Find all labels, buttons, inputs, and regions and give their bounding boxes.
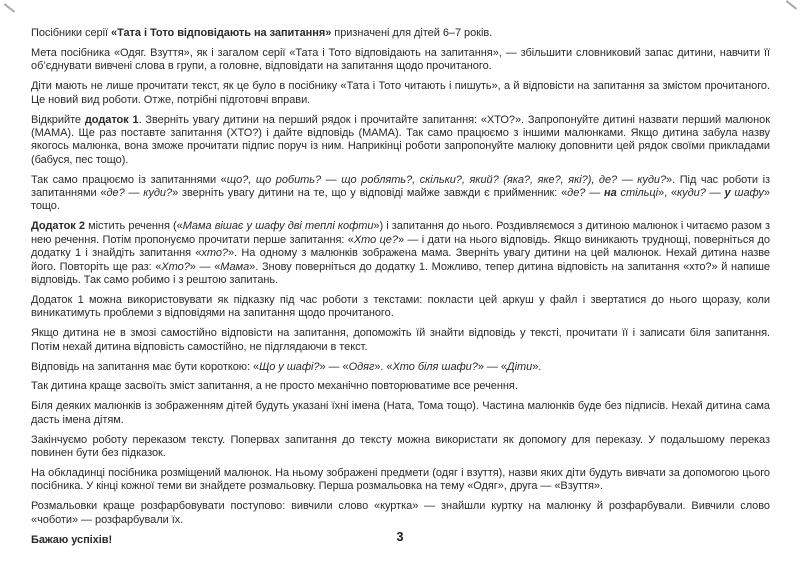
text-run: », « [658,187,678,200]
text-run: Біля деяких малюнків із зображенням дітей будуть указані їхні імена (Ната, Тома тощо). Частина малюнків буде без підписів. Нехай дитина сама дасть імена дітям. [31,400,770,426]
text-run: призначені для дітей 6–7 років. [331,27,493,39]
text-run: Так само працюємо із запитаннями « [31,173,227,186]
text-run: Мама [220,260,250,273]
text-run: На обкладинці посібника розміщений малюнок. На ньому зображені предмети (одяг і взуття), назви яких діти будуть вивчати за допомогою цього посібника. У кінці кожної теми ви знайдете розмальовку. Перша розмальовка на тему «Одяг», друга — «Взуття». [31,466,770,493]
text-run: » тощо. [31,187,770,213]
paragraph [31,467,770,494]
paragraph [31,27,770,40]
text-run: Діти мають не лише прочитати текст, як це було в посібнику «Тата і Тото читають і пишуть», а й відповісти на запитання за змістом прочитаного. Це новий вид роботи. Отже, потрібні підготовчі вправи. [31,80,770,106]
text-run: шафу [730,187,764,200]
paragraph [31,220,770,287]
text-run: куди? — [677,187,725,200]
text-run: » — і дати на нього відповідь. Якщо виникають труднощі, поверніться до додатку 1 і знайдіть запитання « [31,233,770,260]
text-run: » — « [189,260,221,273]
text-run: Діти [506,360,533,373]
paragraph [31,500,770,527]
text-run: де? — куди? [106,187,173,200]
paragraph [31,114,770,168]
text-run: ». « [374,360,393,373]
page-number: 3 [396,530,404,544]
paragraph [31,80,770,107]
text-run: ») і запитання до нього. Роздивляємося з дитиною малюнок і читаємо разом з нею речення. Потім пропонуємо прочитати перше запитання: « [31,220,770,246]
text-run: Хто біля шафи? [392,360,478,373]
text-run: » зверніть увагу дитини на те, що у відповіді майже завжди є прийменник: « [172,187,568,200]
text-run: ». Під час роботи із запитаннями « [31,173,770,200]
text-run: Відкрийте [31,113,85,126]
paragraph [31,400,770,427]
paragraph [31,361,770,374]
paragraph [31,174,770,214]
text-run: ». На одному з малюнків зображена мама. Зверніть увагу дитини на цей малюнок. Нехай дитина назве його. Повторіть ще раз: « [31,247,770,273]
text-run: Так дитина краще засвоїть зміст запитання, а не просто механічно повторюватиме все речення. [31,380,518,393]
text-run: на [604,187,617,200]
text-run: Додаток 1 можна використовувати як підказку під час роботи з текстами: покласти цей аркуш у файл і звертатися до нього щоразу, коли виникатимуть проблеми з відповідями на запитання щодо прочитаного. [31,293,770,320]
paragraph [31,434,770,461]
paragraph [31,294,770,321]
text-run: Посібники серії [31,27,111,39]
text-run: Відповідь на запитання має бути короткою: « [31,360,260,373]
paragraph [31,380,770,393]
instructions-text [31,27,770,554]
scan-corner-mark-right [786,0,797,9]
text-run: Хто? [161,260,190,273]
text-run: хто? [201,247,228,260]
text-run: » — « [319,360,349,373]
paragraph [31,47,770,74]
paragraph [31,327,770,354]
text-run: . Зверніть увагу дитини на перший рядок і прочитайте запитання: «ХТО?». Запропонуйте дитині назвати перший малюнок (МАМА). Ще раз поставте запитання (ХТО?) і дайте відповідь (МАМА). Так само працюємо з іншими малюнками. Якщо дитина забула назву якогось малюнка, вона зможе прочитати підпис поруч із ним. Наприкінці роботи запропонуйте малюку доповнити цей рядок своїми прикладами (бабуся, пес тощо). [31,113,770,166]
text-run: Додаток 2 [31,220,85,233]
text-run: Якщо дитина не в змозі самостійно відповісти на запитання, допоможіть їй знайти відповідь у тексті, прочитати її і записати біля запитання. Потім нехай дитина відповість самостійно, не підглядаючи в текст. [31,327,770,353]
text-run: що?, що робить? — що роблять?, скільки?, який? (яка?, яке?, які?), де? — куди? [226,173,667,186]
text-run: Хто це? [353,233,398,246]
text-run: стільці [616,187,659,200]
text-run: «Тата і Тото відповідають на запитання» [111,27,332,39]
text-run: Що у шафі? [259,360,320,373]
text-run: Бажаю успіхів! [31,533,113,546]
text-run: де? — [567,187,604,200]
text-run: Мета посібника «Одяг. Взуття», як і загалом серії «Тата і Тото відповідають на запитання», — збільшити словниковий запас дитини, навчити її об’єднувати вивчені слова в групи, а головне, відповідати на запитання щодо прочитаного. [31,46,770,73]
text-run: містить речення (« [84,220,183,233]
scan-corner-mark-left [4,3,15,12]
text-run: Розмальовки краще розфарбовувати поступово: вивчили слово «куртка» — знайшли куртку на малюнку й розфарбували. Вивчили слово «чоботи» — розфарбували їх. [31,500,770,526]
text-run: додаток 1 [84,113,139,126]
text-run: Закінчуємо роботу переказом тексту. Попервах запитання до тексту можна використати як допомогу для переказу. У подальшому переказ повинен бути без підказок. [31,433,770,460]
text-run: ». [532,360,542,373]
text-run: Одяг [348,360,375,373]
text-run: ». Знову поверніться до додатку 1. Можливо, тепер дитина відповість на запитання «хто?» й напише відповідь. Так само робимо і з рештою запитань. [31,260,770,286]
text-run: » — « [477,360,507,373]
text-run: у [724,187,731,200]
text-run: Мама вішає у шафу дві теплі кофти [182,220,374,233]
